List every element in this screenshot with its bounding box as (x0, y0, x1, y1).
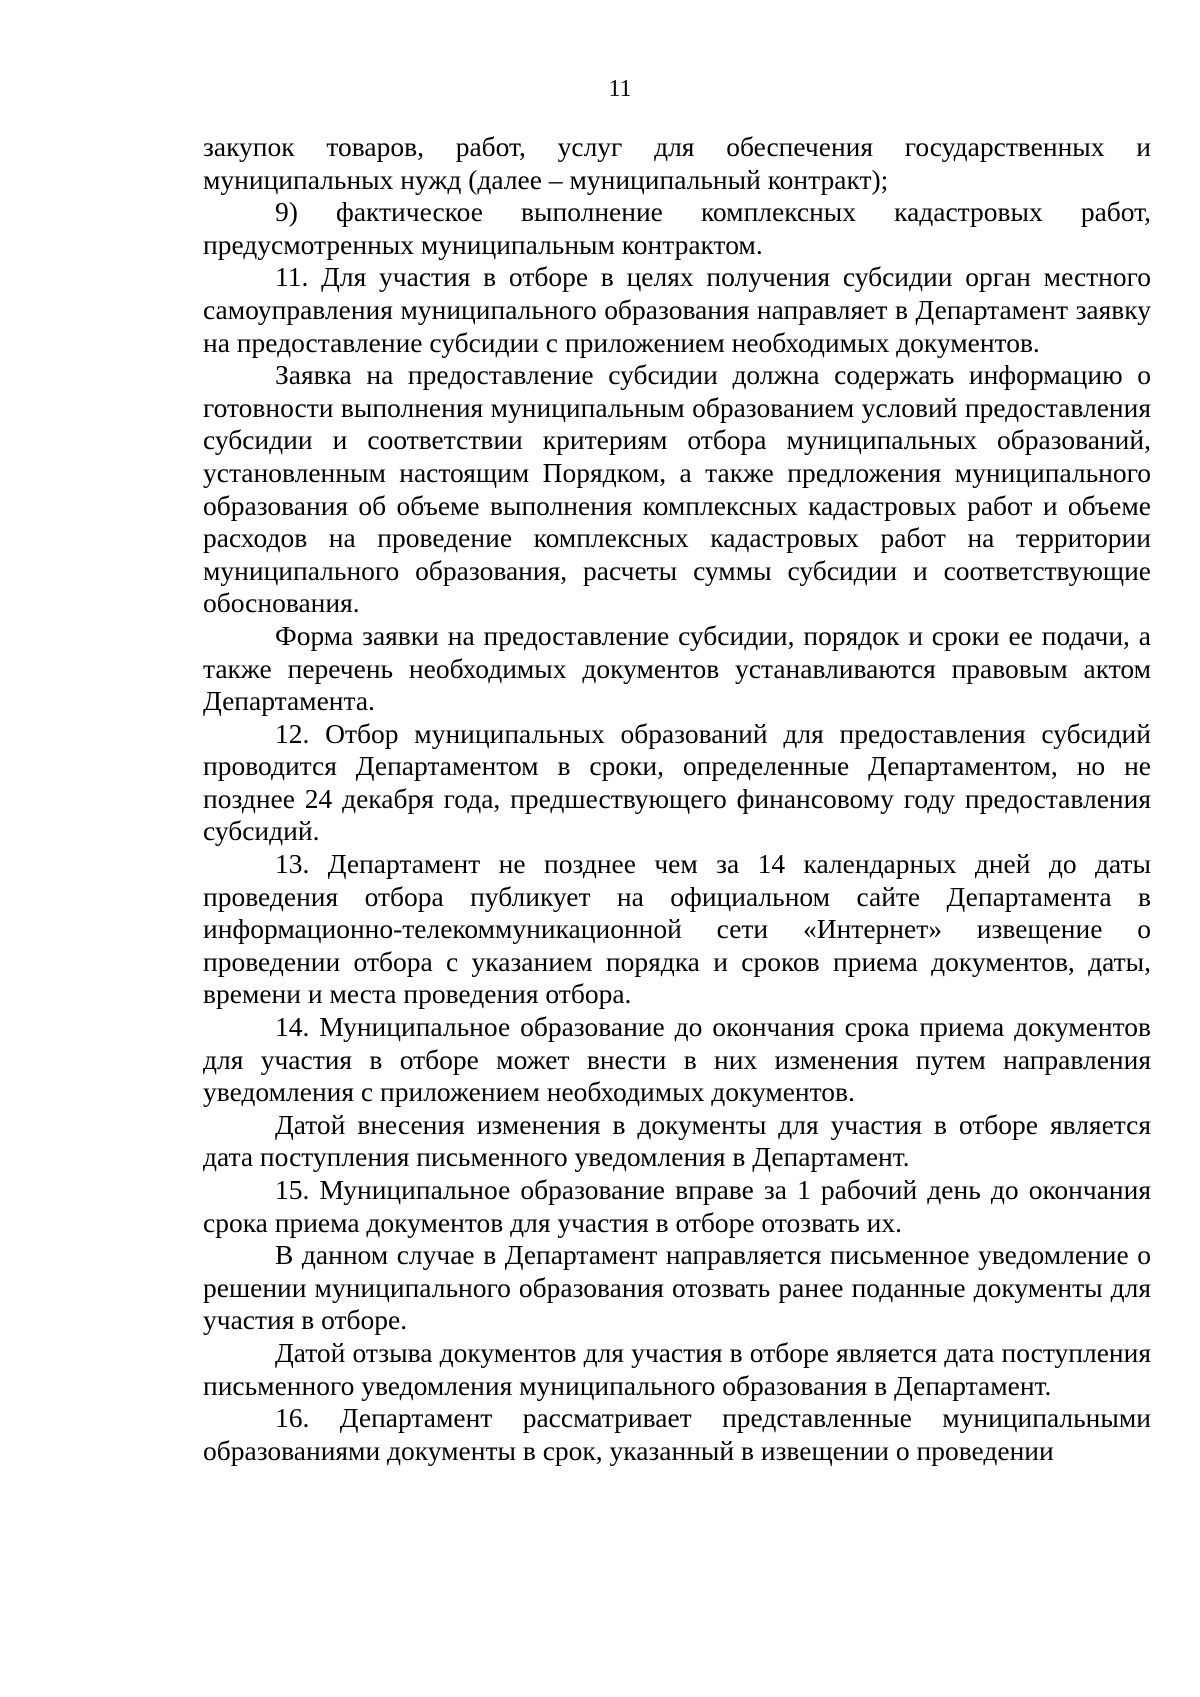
document-body (203, 131, 1151, 1467)
paragraph-item-9: 9) фактическое выполнение комплексных кадастровых работ, предусмотренных муниципальным контрактом. (203, 196, 1151, 260)
paragraph-item-11: 11. Для участия в отборе в целях получения субсидии орган местного самоуправления муниципального образования направляет в Департамент заявку на предоставление субсидии с приложением необходимых документов. (203, 261, 1151, 358)
paragraph-application-content: Заявка на предоставление субсидии должна содержать информацию о готовности выполнения муниципальным образованием условий предоставления субсидии и соответствии критериям отбора муниципальных образований, установленным настоящим Порядком, а также предложения муниципального образования об объеме выполнения комплексных кадастровых работ и объеме расходов на проведение комплексных кадастровых работ на территории муниципального образования, расчеты суммы субсидии и соответствующие обоснования. (203, 359, 1151, 619)
paragraph-withdrawal-date: Датой отзыва документов для участия в отборе является дата поступления письменного уведомления муниципального образования в Департамент. (203, 1336, 1151, 1401)
paragraph-item-15: 15. Муниципальное образование вправе за 1 рабочий день до окончания срока приема документов для участия в отборе отозвать их. (203, 1174, 1151, 1238)
paragraph-item-14: 14. Муниципальное образование до окончания срока приема документов для участия в отборе может внести в них изменения путем направления уведомления с приложением необходимых документов. (203, 1011, 1151, 1108)
paragraph-continuation: закупок товаров, работ, услуг для обеспечения государственных и муниципальных нужд (далее – муниципальный контракт); (203, 131, 1151, 195)
paragraph-application-form: Форма заявки на предоставление субсидии, порядок и сроки ее подачи, а также перечень необходимых документов устанавливаются правовым актом Департамента. (203, 619, 1151, 717)
paragraph-item-12: 12. Отбор муниципальных образований для предоставления субсидий проводится Департаментом в сроки, определенные Департаментом, но не позднее 24 декабря года, предшествующего финансовому году предоставления субсидий. (203, 717, 1151, 847)
paragraph-item-13: 13. Департамент не позднее чем за 14 календарных дней до даты проведения отбора публикует на официальном сайте Департамента в информационно-телекоммуникационной сети «Интернет» извещение о проведении отбора с указанием порядка и сроков приема документов, даты, времени и места проведения отбора. (203, 848, 1151, 1010)
paragraph-withdrawal-notice: В данном случае в Департамент направляется письменное уведомление о решении муниципального образования отозвать ранее поданные документы для участия в отборе. (203, 1239, 1151, 1336)
paragraph-change-date: Датой внесения изменения в документы для участия в отборе является дата поступления письменного уведомления в Департамент. (203, 1108, 1151, 1173)
paragraph-item-16: 16. Департамент рассматривает представленные муниципальными образованиями документы в срок, указанный в извещении о проведении (203, 1402, 1151, 1466)
page-number: 11 (608, 76, 632, 102)
